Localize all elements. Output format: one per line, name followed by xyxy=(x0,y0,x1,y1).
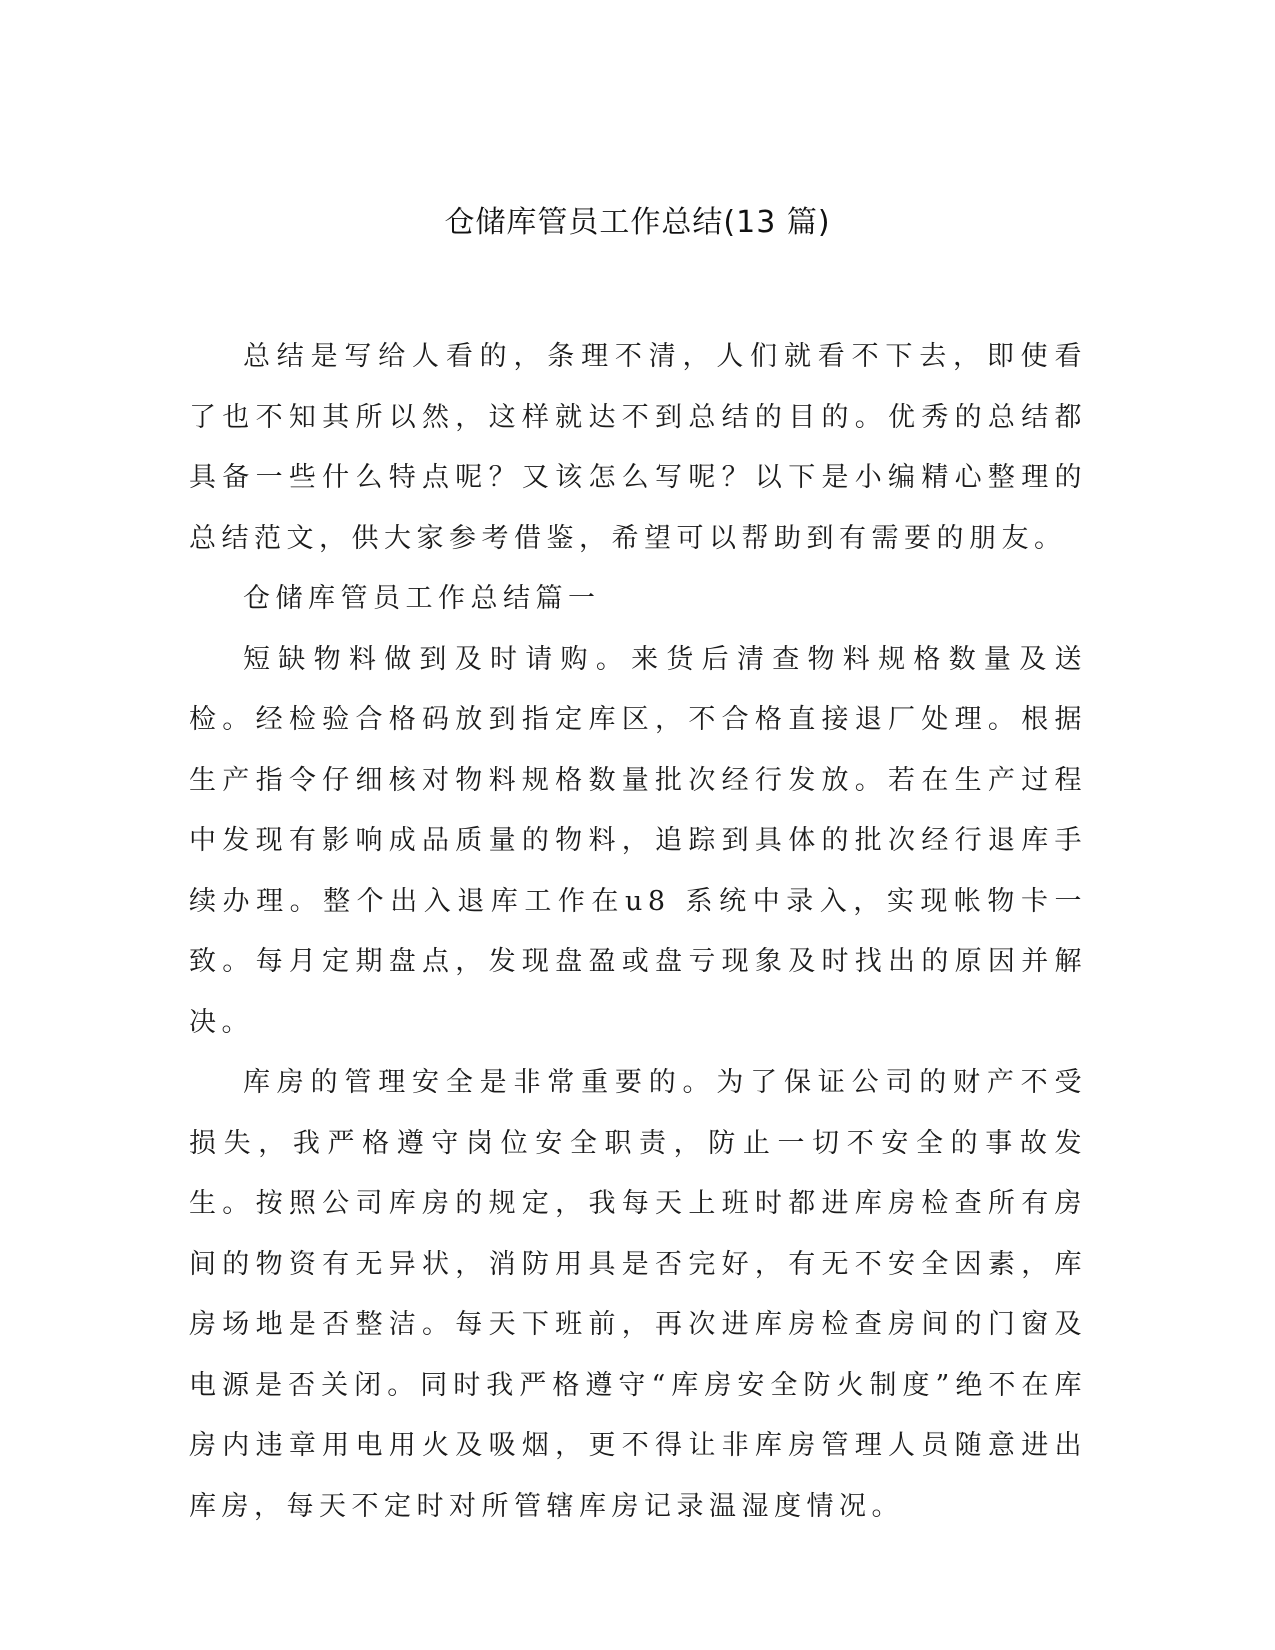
section-heading: 仓储库管员工作总结篇一 xyxy=(243,583,601,614)
document-title: 仓储库管员工作总结(13 篇) xyxy=(444,205,831,240)
document-body xyxy=(189,327,1087,1537)
body-paragraph: 库房的管理安全是非常重要的。为了保证公司的财产不受损失，我严格遵守岗位安全职责，防止一切不安全的事故发生。按照公司库房的规定，我每天上班时都进库房检查所有房间的物资有无异状，消防用具是否完好，有无不安全因素，库房场地是否整洁。每天下班前，再次进库房检查房间的门窗及电源是否关闭。同时我严格遵守“库房安全防火制度”绝不在库房内违章用电用火及吸烟，更不得让非库房管理人员随意进出库房，每天不定时对所管辖库房记录温湿度情况。 xyxy=(189,1067,1087,1522)
body-paragraph: 短缺物料做到及时请购。来货后清查物料规格数量及送检。经检验合格码放到指定库区，不合格直接退厂处理。根据生产指令仔细核对物料规格数量批次经行发放。若在生产过程中发现有影响成品质量的物料，追踪到具体的批次经行退库手续办理。整个出入退库工作在u8 系统中录入，实现帐物卡一致。每月定期盘点，发现盘盈或盘亏现象及时找出的原因并解决。 xyxy=(189,643,1087,1038)
intro-paragraph: 总结是写给人看的，条理不清，人们就看不下去，即使看了也不知其所以然，这样就达不到总结的目的。优秀的总结都具备一些什么特点呢？又该怎么写呢？以下是小编精心整理的总结范文，供大家参考借鉴，希望可以帮助到有需要的朋友。 xyxy=(189,341,1087,554)
